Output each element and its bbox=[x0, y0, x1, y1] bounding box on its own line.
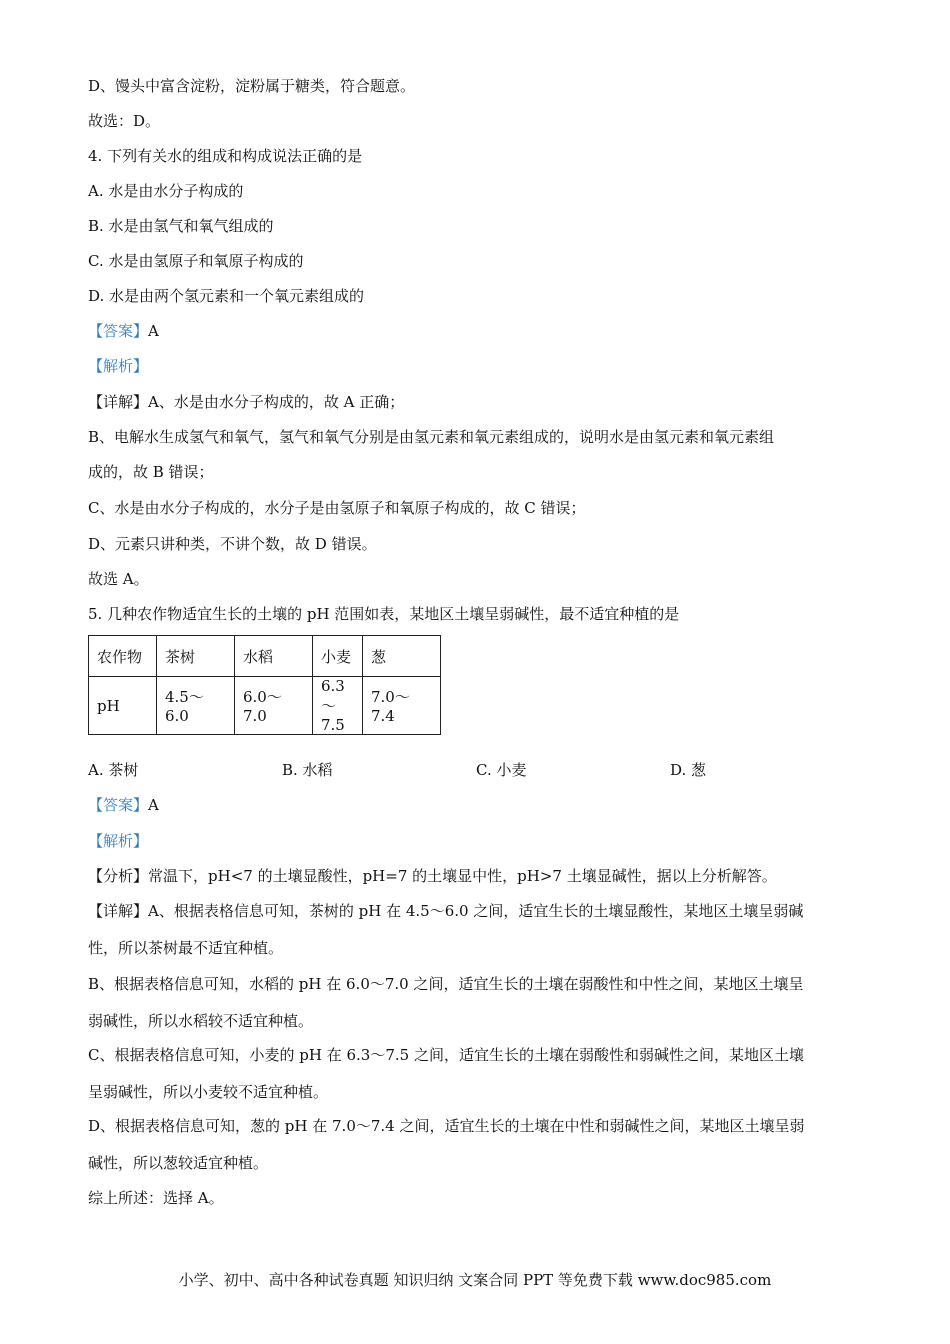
q5-answer bbox=[88, 795, 159, 815]
q4-option-d: D. 水是由两个氢元素和一个氧元素组成的 bbox=[88, 287, 365, 305]
q4-detail-line: D、元素只讲种类，不讲个数，故 D 错误。 bbox=[88, 535, 377, 553]
question-4-stem: 4. 下列有关水的组成和构成说法正确的是 bbox=[88, 147, 363, 165]
detail-text: A、根据表格信息可知，茶树的 pH 在 4.5～6.0 之间，适宜生长的土壤显酸性，某地区土壤呈弱碱 bbox=[148, 902, 804, 920]
q4-option-a: A. 水是由水分子构成的 bbox=[88, 182, 244, 200]
q4-option-b: B. 水是由氢气和氧气组成的 bbox=[88, 217, 274, 235]
table-row bbox=[89, 636, 441, 677]
table-cell: pH bbox=[89, 677, 157, 735]
answer-tag: 【答案】 bbox=[88, 796, 149, 814]
q4-detail-line bbox=[88, 392, 404, 412]
q4-option-c: C. 水是由氢原子和氧原子构成的 bbox=[88, 252, 304, 270]
q5-analysis-tag: 【解析】 bbox=[88, 832, 149, 850]
q5-detail-line: C、根据表格信息可知，小麦的 pH 在 6.3～7.5 之间，适宜生长的土壤在弱酸性和弱碱性之间，某地区土壤 bbox=[88, 1046, 804, 1064]
q4-analysis-tag: 【解析】 bbox=[88, 357, 149, 375]
answer-value: A bbox=[148, 322, 159, 340]
q5-detail-line: 弱碱性，所以水稻较不适宜种植。 bbox=[88, 1012, 314, 1030]
table-cell: 6.0～7.0 bbox=[235, 677, 313, 735]
table-cell: 农作物 bbox=[89, 636, 157, 677]
q5-detail-line: B、根据表格信息可知，水稻的 pH 在 6.0～7.0 之间，适宜生长的土壤在弱酸性和中性之间，某地区土壤呈 bbox=[88, 975, 804, 993]
table-cell: 6.3～7.5 bbox=[313, 677, 363, 735]
question-5-stem: 5. 几种农作物适宜生长的土壤的 pH 范围如表，某地区土壤呈弱碱性，最不适宜种植的是 bbox=[88, 605, 680, 623]
text-line: 故选：D。 bbox=[88, 112, 161, 130]
detail-tag: 【详解】 bbox=[88, 393, 149, 411]
answer-tag: 【答案】 bbox=[88, 322, 149, 340]
q5-fenxi-line bbox=[88, 866, 777, 886]
q5-detail-line: D、根据表格信息可知，葱的 pH 在 7.0～7.4 之间，适宜生长的土壤在中性和弱碱性之间，某地区土壤呈弱 bbox=[88, 1117, 805, 1135]
q5-detail-line bbox=[88, 901, 803, 921]
q5-detail-line: 碱性，所以葱较适宜种植。 bbox=[88, 1154, 269, 1172]
q4-detail-line: B、电解水生成氢气和氧气，氢气和氧气分别是由氢元素和氧元素组成的，说明水是由氢元素和氧元素组 bbox=[88, 428, 775, 446]
detail-text: A、水是由水分子构成的，故 A 正确； bbox=[148, 393, 405, 411]
q5-option-c: C. 小麦 bbox=[476, 761, 527, 779]
table-cell: 7.0～7.4 bbox=[363, 677, 441, 735]
q5-detail-line: 综上所述：选择 A。 bbox=[88, 1189, 224, 1207]
q4-detail-line: C、水是由水分子构成的，水分子是由氢原子和氧原子构成的，故 C 错误； bbox=[88, 499, 586, 517]
q5-option-a: A. 茶树 bbox=[88, 761, 139, 779]
table-cell: 小麦 bbox=[313, 636, 363, 677]
table-row bbox=[89, 677, 441, 735]
page-footer: 小学、初中、高中各种试卷真题 知识归纳 文案合同 PPT 等免费下载 www.doc985.com bbox=[178, 1271, 772, 1289]
q5-option-b: B. 水稻 bbox=[282, 761, 333, 779]
table-cell: 茶树 bbox=[157, 636, 235, 677]
fenxi-tag: 【分析】 bbox=[88, 867, 149, 885]
text-line: D、馒头中富含淀粉，淀粉属于糖类，符合题意。 bbox=[88, 77, 416, 95]
table-cell: 4.5～6.0 bbox=[157, 677, 235, 735]
ph-table bbox=[88, 635, 441, 735]
fenxi-text: 常温下，pH<7 的土壤显酸性，pH=7 的土壤显中性，pH>7 土壤显碱性，据以上分析解答。 bbox=[148, 867, 777, 885]
q5-detail-line: 性，所以茶树最不适宜种植。 bbox=[88, 939, 284, 957]
answer-value: A bbox=[148, 796, 159, 814]
detail-tag: 【详解】 bbox=[88, 902, 149, 920]
q4-answer bbox=[88, 321, 159, 341]
q4-detail-line: 成的，故 B 错误； bbox=[88, 463, 214, 481]
q5-option-d: D. 葱 bbox=[670, 761, 707, 779]
q4-detail-line: 故选 A。 bbox=[88, 570, 149, 588]
table-cell: 水稻 bbox=[235, 636, 313, 677]
q5-detail-line: 呈弱碱性，所以小麦较不适宜种植。 bbox=[88, 1083, 329, 1101]
table-cell: 葱 bbox=[363, 636, 441, 677]
